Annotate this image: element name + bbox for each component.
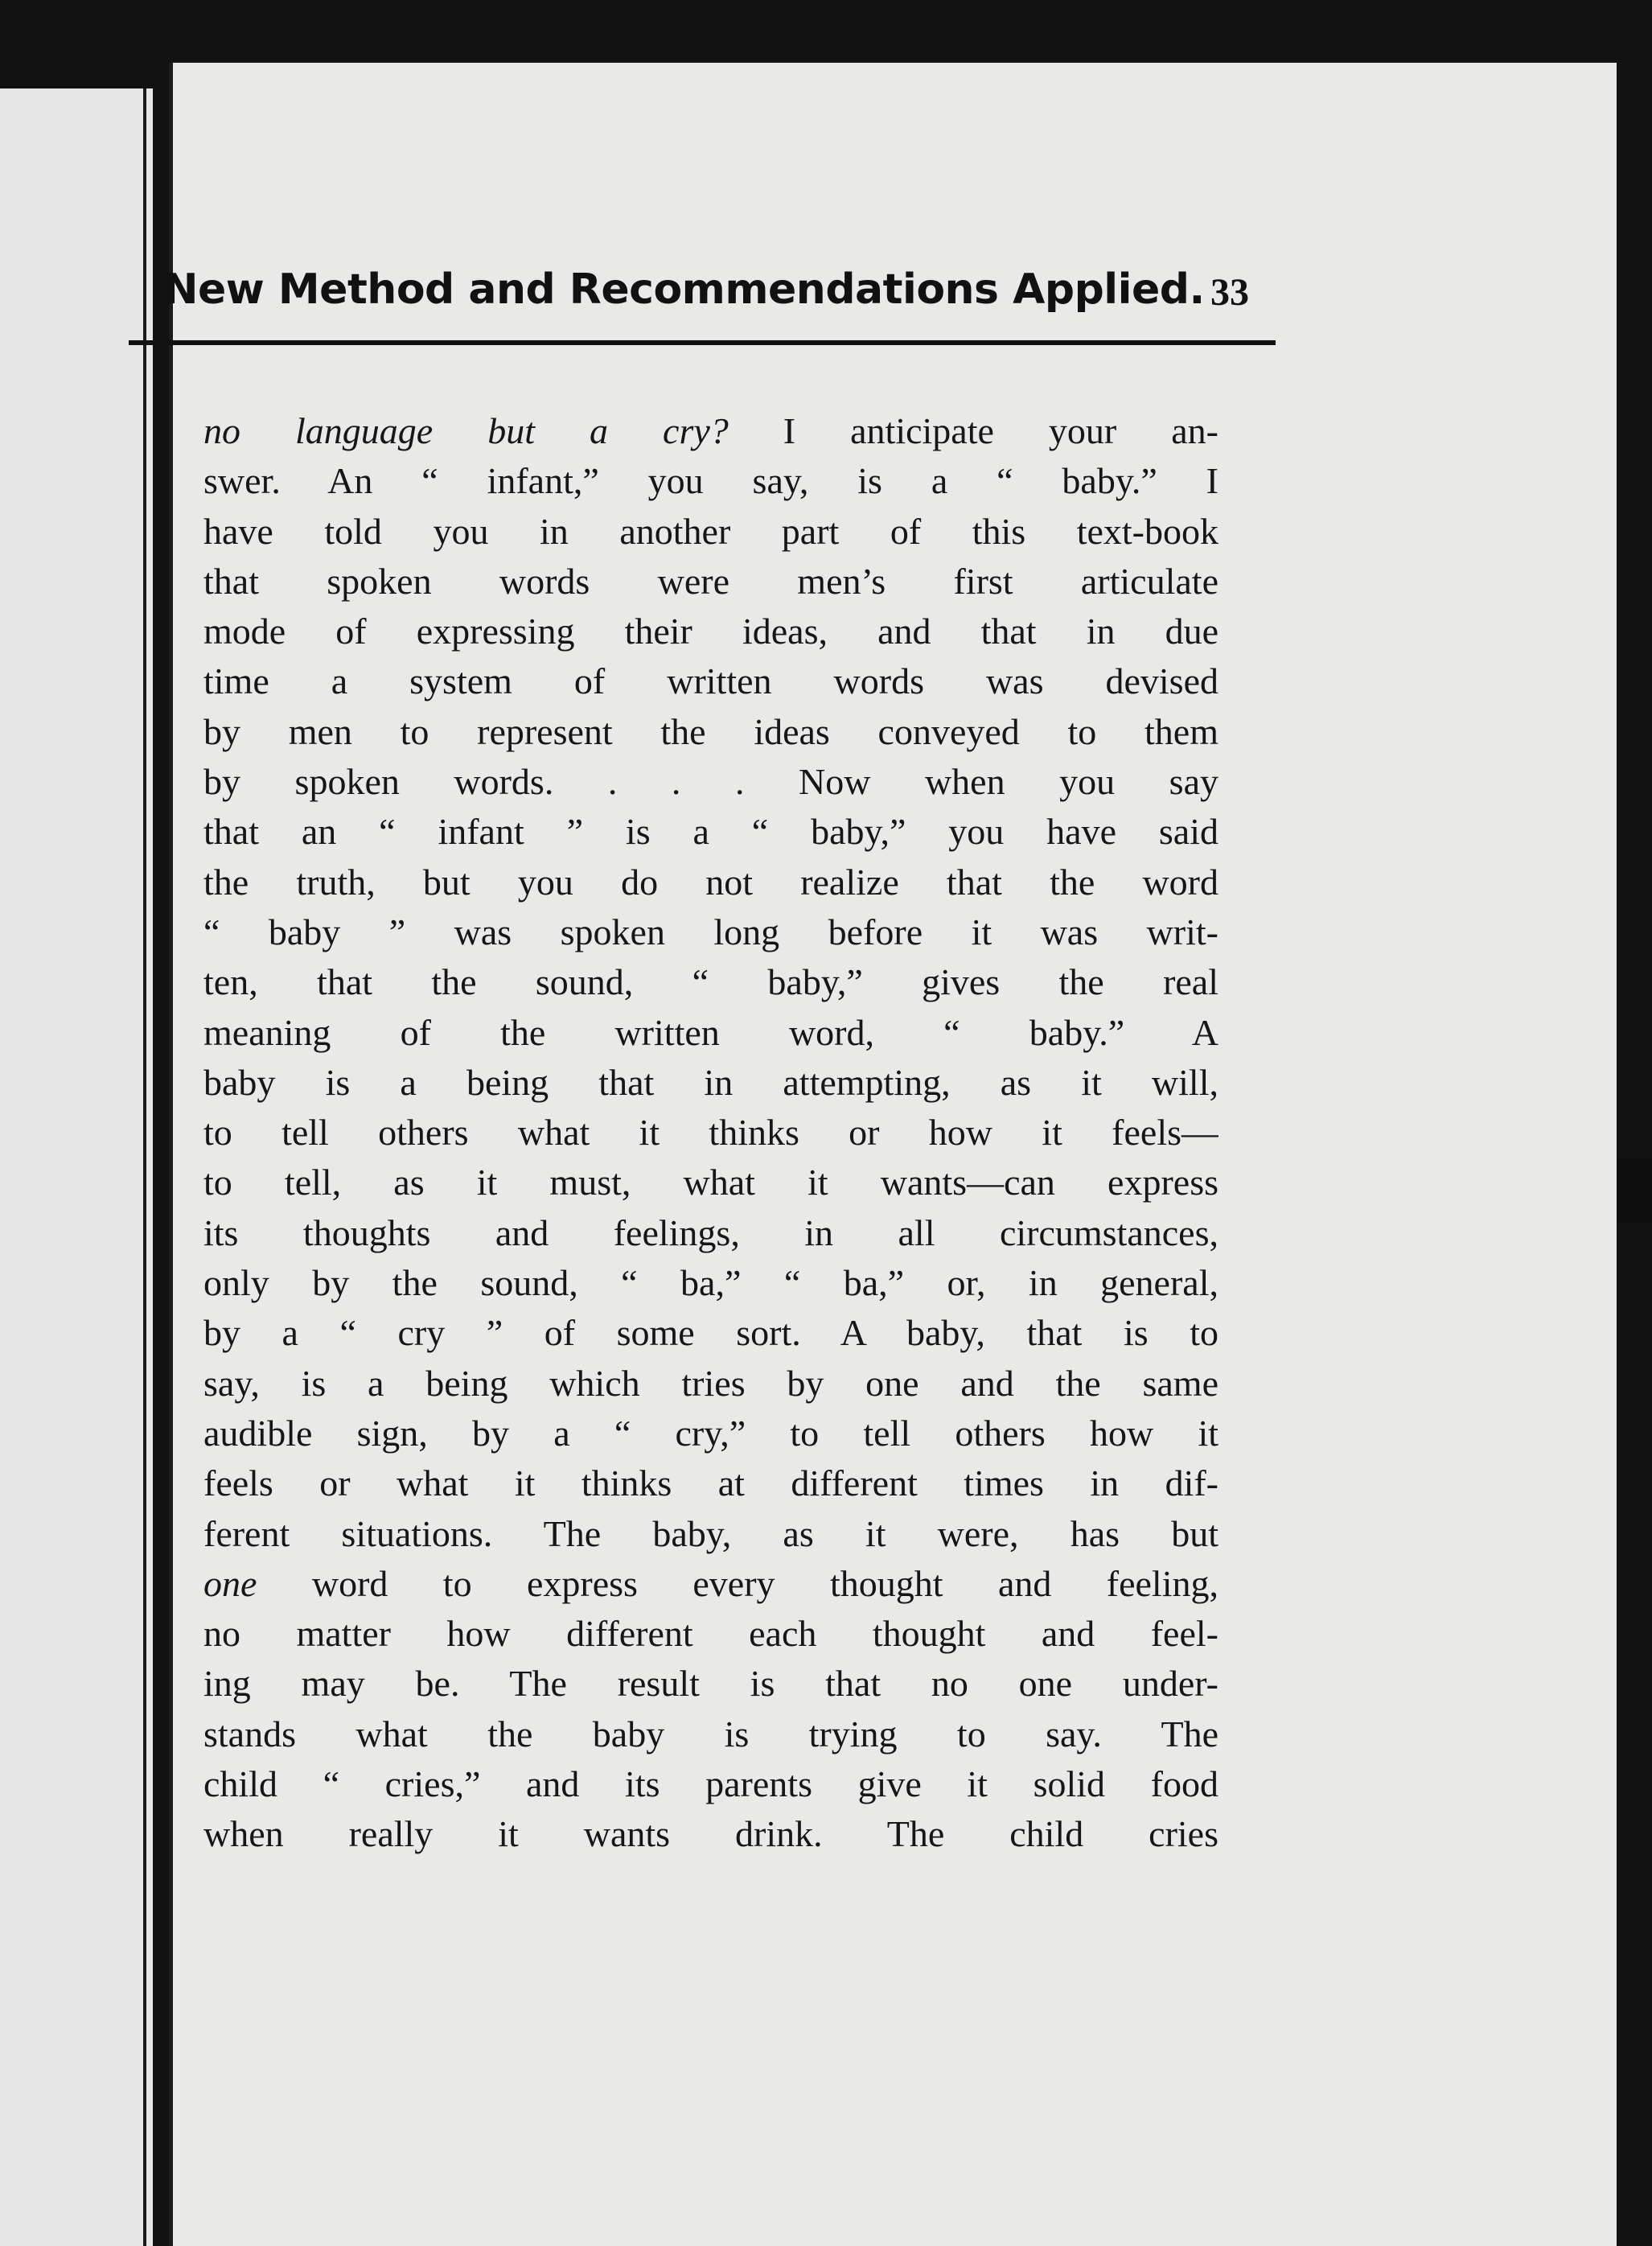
- running-head: New Method and Recommendations Applied.: [163, 265, 1205, 314]
- text-line: by men to represent the ideas conveyed to them: [203, 710, 1218, 752]
- text-line: one word to express every thought and feeling,: [203, 1562, 1218, 1604]
- text-line: by a “ cry ” of some sort. A baby, that is to: [203, 1312, 1218, 1354]
- text-line: when really it wants drink. The child cries: [203, 1813, 1218, 1855]
- text-line: child “ cries,” and its parents give it solid food: [203, 1763, 1218, 1805]
- text-line: say, is a being which tries by one and the same: [203, 1362, 1218, 1404]
- text-line: ten, that the sound, “ baby,” gives the real: [203, 961, 1218, 1003]
- text-line: stands what the baby is trying to say. The: [203, 1713, 1218, 1754]
- page-number: 33: [1210, 271, 1249, 314]
- text-line: the truth, but you do not realize that the word: [203, 861, 1218, 903]
- page-header: [163, 209, 1273, 346]
- text-line: mode of expressing their ideas, and that in due: [203, 611, 1218, 652]
- text-line: audible sign, by a “ cry,” to tell others how it: [203, 1412, 1218, 1454]
- text-line: feels or what it thinks at different times in dif-: [203, 1462, 1218, 1504]
- text-line: “ baby ” was spoken long before it was writ-: [203, 911, 1218, 952]
- text-line: that spoken words were men’s first articulate: [203, 560, 1218, 602]
- text-line: by spoken words. . . . Now when you say: [203, 761, 1218, 803]
- text-line: ing may be. The result is that no one under-: [203, 1663, 1218, 1705]
- text-line: no matter how different each thought and feel-: [203, 1613, 1218, 1655]
- text-line: its thoughts and feelings, in all circumstances,: [203, 1211, 1218, 1253]
- text-line: meaning of the written word, “ baby.” A: [203, 1011, 1218, 1053]
- text-line: ferent situations. The baby, as it were, has but: [203, 1512, 1218, 1554]
- text-line: swer. An “ infant,” you say, is a “ baby.” I: [203, 460, 1218, 502]
- scan-edge-mark: [1617, 1158, 1652, 1223]
- text-line: no language but a cry? I anticipate your an-: [203, 410, 1218, 451]
- italic-run: no language but a cry?: [203, 410, 729, 451]
- header-rule: [129, 340, 1276, 345]
- italic-run: one: [203, 1562, 257, 1604]
- text-line: have told you in another part of this text-book: [203, 510, 1218, 552]
- body-text: [203, 406, 1218, 1860]
- text-line: baby is a being that in attempting, as it will,: [203, 1061, 1218, 1103]
- text-line: time a system of written words was devised: [203, 660, 1218, 702]
- text-line: only by the sound, “ ba,” “ ba,” or, in general,: [203, 1262, 1218, 1304]
- text-line: that an “ infant ” is a “ baby,” you have said: [203, 811, 1218, 853]
- text-line: to tell others what it thinks or how it feels—: [203, 1112, 1218, 1154]
- text-line: to tell, as it must, what it wants—can express: [203, 1162, 1218, 1203]
- previous-page-edge: [0, 88, 153, 2246]
